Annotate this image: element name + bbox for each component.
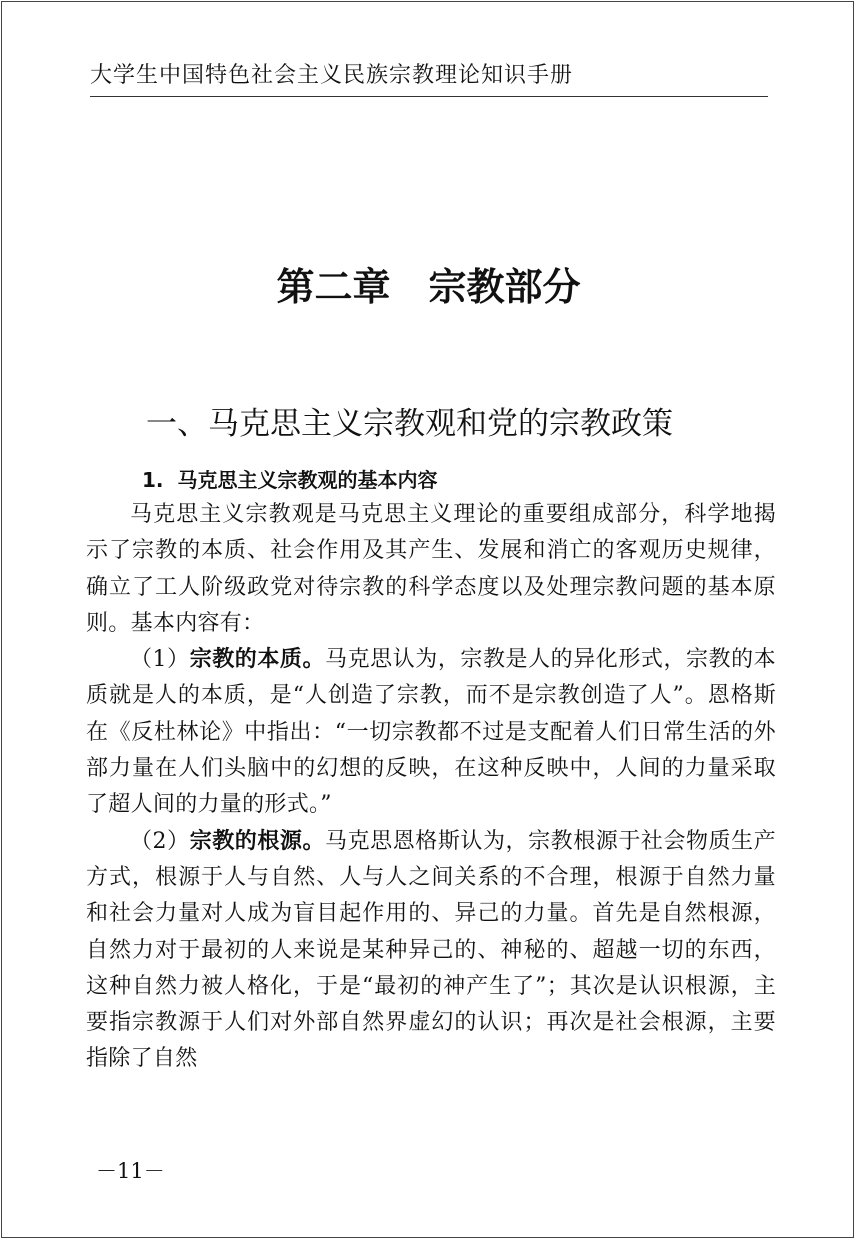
- item-text: 马克思认为，宗教是人的异化形式，宗教的本质就是人的本质，是“人创造了宗教，而不是宗教创造了人”。恩格斯在《反杜林论》中指出：“一切宗教都不过是支配着人们日常生活的外部力量在人们头脑中的幻想的反映，在这种反映中，人间的力量采取了超人间的力量的形式。”: [86, 647, 776, 818]
- chapter-title: 第二章 宗教部分: [276, 265, 581, 309]
- running-header: 大学生中国特色社会主义民族宗教理论知识手册: [90, 63, 574, 88]
- subsection-title: 1. 马克思主义宗教观的基本内容: [142, 468, 438, 492]
- header-rule: [90, 96, 768, 97]
- paragraph-item-1: [86, 642, 776, 823]
- item-number: （1）: [130, 647, 190, 673]
- body-text: [86, 497, 776, 1078]
- item-term: 宗教的根源。: [189, 828, 326, 854]
- page-number: －11－: [96, 1159, 165, 1183]
- section-title: 一、马克思主义宗教观和党的宗教政策: [146, 406, 673, 442]
- paragraph-item-2: [86, 824, 776, 1078]
- paragraph-intro: 马克思主义宗教观是马克思主义理论的重要组成部分，科学地揭示了宗教的本质、社会作用及其产生、发展和消亡的客观历史规律，确立了工人阶级政党对待宗教的科学态度以及处理宗教问题的基本原则。基本内容有：: [86, 502, 776, 636]
- item-number: （2）: [130, 828, 190, 854]
- item-term: 宗教的本质。: [189, 647, 326, 673]
- item-text: 马克思恩格斯认为，宗教根源于社会物质生产方式，根源于人与自然、人与人之间关系的不合理，根源于自然力量和社会力量对人成为盲目起作用的、异己的力量。首先是自然根源，自然力对于最初的人来说是某种异己的、神秘的、超越一切的东西，这种自然力被人格化，于是“最初的神产生了”；其次是认识根源，主要指宗教源于人们对外部自然界虚幻的认识；再次是社会根源，主要指除了自然: [86, 828, 776, 1072]
